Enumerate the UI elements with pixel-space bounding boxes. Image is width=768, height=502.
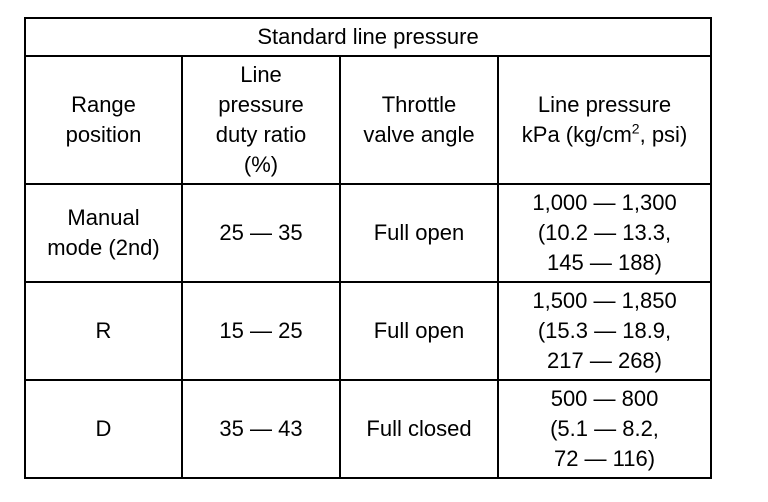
header-text: Range [71, 92, 136, 117]
cell-text: 1,000 — 1,300 [532, 190, 677, 215]
cell-throttle: Full closed [340, 380, 498, 478]
cell-line-pressure [498, 380, 711, 478]
header-line-pressure [498, 56, 711, 184]
cell-text: R [95, 318, 112, 343]
cell-throttle: Full open [340, 282, 498, 380]
cell-text: 1,500 — 1,850 [532, 288, 677, 313]
cell-range-position [25, 380, 182, 478]
cell-duty-ratio: 35 — 43 [182, 380, 340, 478]
header-text: , psi) [639, 122, 688, 147]
table-row [25, 380, 711, 478]
cell-text: 72 — 116) [553, 446, 656, 471]
header-text: Throttle [381, 92, 457, 117]
header-text: (%) [243, 152, 279, 177]
header-text: pressure [218, 92, 304, 117]
cell-text: (10.2 — 13.3, [537, 220, 672, 245]
cell-text: 217 — 268) [547, 348, 662, 373]
table-row [25, 184, 711, 282]
cell-duty-ratio: 15 — 25 [182, 282, 340, 380]
cell-text: Manual [67, 205, 140, 230]
cell-throttle: Full open [340, 184, 498, 282]
header-text: valve angle [363, 122, 475, 147]
header-text: kPa (kg/cm [521, 122, 632, 147]
header-text: position [65, 122, 142, 147]
header-units [503, 120, 706, 150]
cell-text: 145 — 188) [547, 250, 662, 275]
superscript-2: 2 [631, 120, 640, 137]
table-row [25, 282, 711, 380]
header-throttle-valve-angle [340, 56, 498, 184]
cell-text: (5.1 — 8.2, [550, 416, 659, 441]
table-title-row [25, 18, 711, 56]
header-text: duty ratio [215, 122, 307, 147]
header-text: Line pressure [537, 92, 672, 117]
cell-duty-ratio: 25 — 35 [182, 184, 340, 282]
cell-line-pressure [498, 282, 711, 380]
cell-range-position [25, 184, 182, 282]
header-text: Line [240, 62, 282, 87]
cell-text: mode (2nd) [47, 235, 160, 260]
standard-line-pressure-table [24, 17, 712, 479]
cell-text: (15.3 — 18.9, [537, 318, 672, 343]
cell-text: D [95, 416, 112, 441]
table-title: Standard line pressure [25, 18, 711, 56]
spec-table-container [24, 17, 712, 479]
table-header-row [25, 56, 711, 184]
header-duty-ratio [182, 56, 340, 184]
cell-range-position [25, 282, 182, 380]
cell-line-pressure [498, 184, 711, 282]
header-range-position [25, 56, 182, 184]
cell-text: 500 — 800 [550, 386, 659, 411]
